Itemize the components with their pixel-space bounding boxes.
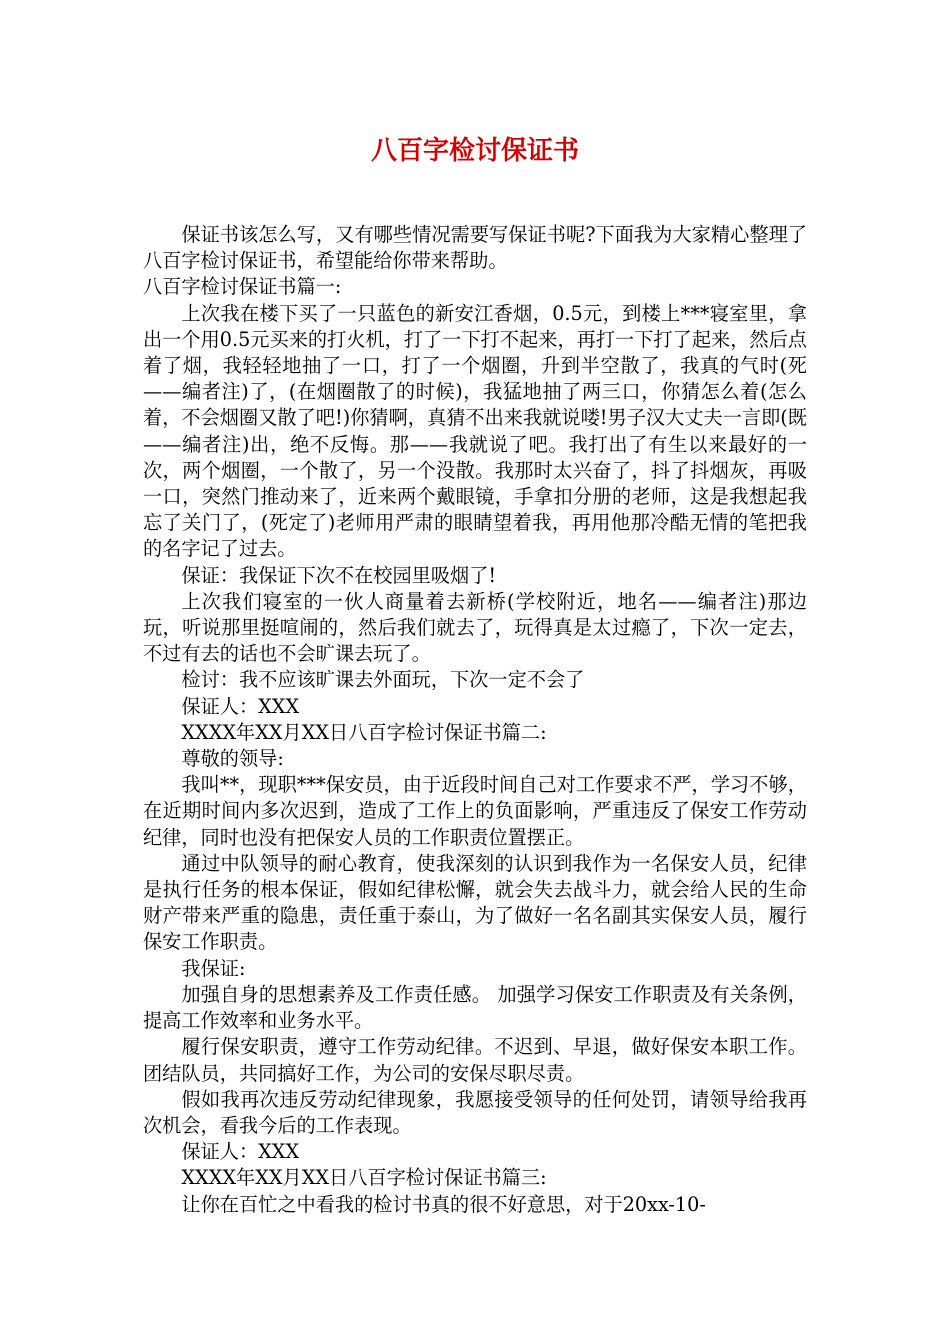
salutation: 尊敬的领导: [181,747,284,771]
paragraph-strengthen: 加强自身的思想素养及工作责任感。 加强学习保安工作职责及有关条例，提高工作效率和业务水平。 [143,982,807,1033]
paragraph-self-criticism: 检讨：我不应该旷课去外面玩，下次一定不会了 [181,668,585,692]
paragraph-skipping-class: 上次我们寝室的一伙人商量着去新桥(学校附近，地名——编者注)那边玩，听说那里挺喧闹的，然后我们就去了，玩得真是太过瘾了，下次一定去，不过有去的话也不会旷课去玩了。 [143,589,807,666]
guarantor-line: 保证人：XXX [181,694,300,718]
paragraph-accept-punishment: 假如我再次违反劳动纪律现象，我愿接受领导的任何处罚，请领导给我再次机会，看我今后的工作表现。 [143,1087,807,1137]
paragraph-lateness: 我叫**，现职***保安员，由于近段时间自己对工作要求不严，学习不够，在近期时间内多次迟到，造成了工作上的负面影响，严重违反了保安工作劳动纪律，同时也没有把保安人员的工作职责位置摆正。 [143,773,807,849]
section-heading-one: 八百字检讨保证书篇一: [143,275,342,299]
document-body [143,222,807,1218]
date-and-section-three: XXXX年XX月XX日八百字检讨保证书篇三: [181,1166,547,1190]
guarantor-line: 保证人：XXX [181,1140,300,1164]
paragraph-intro: 保证书该怎么写，又有哪些情况需要写保证书呢?下面我为大家精心整理了八百字检讨保证书，希望能给你带来帮助。 [143,223,807,273]
paragraph-duties: 履行保安职责，遵守工作劳动纪律。不迟到、早退，做好保安本职工作。团结队员，共同搞好工作，为公司的安保尽职尽责。 [143,1035,807,1085]
paragraph-i-guarantee: 我保证: [181,956,246,980]
paragraph-promise-smoking: 保证：我保证下次不在校园里吸烟了! [181,563,497,587]
paragraph-apology-start: 让你在百忙之中看我的检讨书真的很不好意思，对于20xx-10- [181,1192,706,1216]
date-and-section-two: XXXX年XX月XX日八百字检讨保证书篇二: [181,720,547,744]
paragraph-education: 通过中队领导的耐心教育，使我深刻的认识到我作为一名保安人员，纪律是执行任务的根本保证，假如纪律松懈，就会失去战斗力，就会给人民的生命财产带来严重的隐患，责任重于泰山，为了做好一名名副其实保安人员，履行保安工作职责。 [143,851,807,954]
paragraph-smoking-story: 上次我在楼下买了一只蓝色的新安江香烟，0.5元，到楼上***寝室里，拿出一个用0.5元买来的打火机，打了一下打不起来，再打一下打了起来，然后点着了烟，我轻轻地抽了一口，打了一个烟圈，升到半空散了，我真的气时(死——编者注)了，(在烟圈散了的时候)，我猛地抽了两三口，你猜怎么着(怎么着，不会烟圈又散了吧!)你猜啊，真猜不出来我就说喽!男子汉大丈夫一言即(既——编者注)出，绝不反悔。那——我就说了吧。我打出了有生以来最好的一次，两个烟圈，一个散了，另一个没散。我那时太兴奋了，抖了抖烟灰，再吸一口，突然门推动来了，近来两个戴眼镜，手拿扣分册的老师，这是我想起我忘了关门了，(死定了)老师用严肃的眼睛望着我，再用他那冷酷无情的笔把我的名字记了过去。 [143,301,807,561]
document-title: 八百字检讨保证书 [370,136,579,166]
